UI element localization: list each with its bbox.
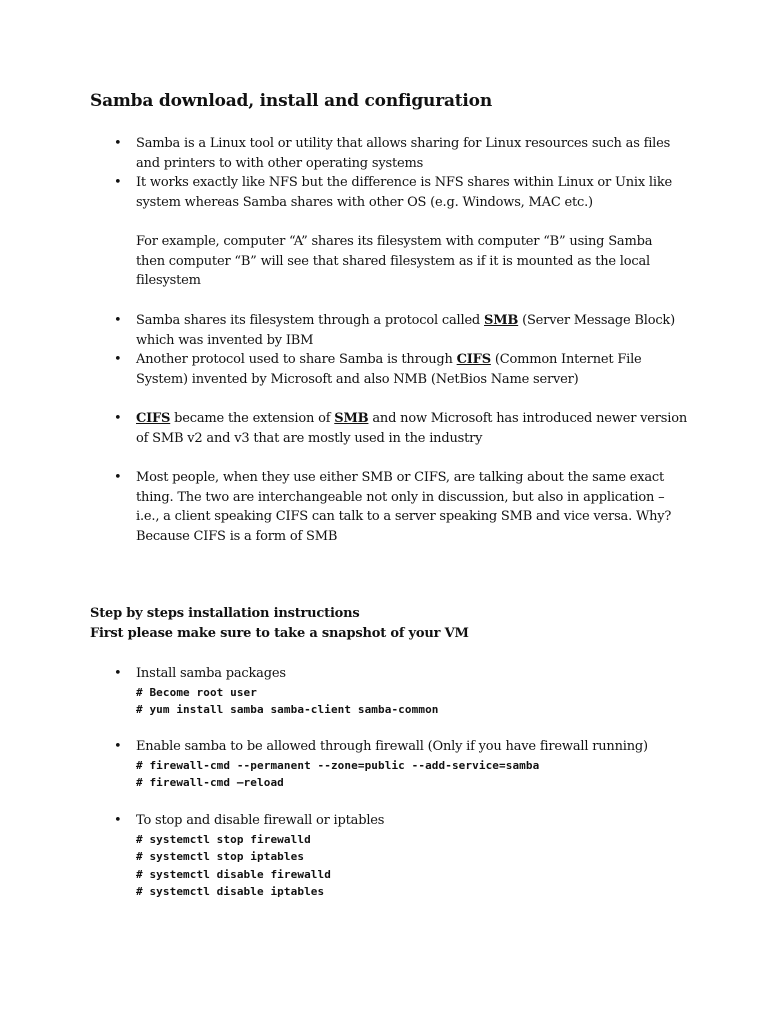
bullet-marker: •: [114, 739, 122, 754]
text-line: then computer “B” will see that shared filesystem as if it is mounted as the local: [136, 253, 650, 269]
bullet-marker: •: [114, 313, 122, 328]
text-line: Samba is a Linux tool or utility that allows sharing for Linux resources such as files: [136, 136, 671, 151]
text-line: which was invented by IBM: [136, 332, 314, 348]
bullet-samba-definition: [114, 134, 684, 173]
bullet-cifs-extension: [114, 409, 688, 448]
command-line: # systemctl disable firewalld: [136, 867, 331, 881]
text-line: system whereas Samba shares with other OS (e.g. Windows, MAC etc.): [136, 194, 593, 210]
text-line: Most people, when they use either SMB or CIFS, are talking about the same exact: [136, 470, 665, 485]
text-line: and printers to with other operating systems: [136, 155, 424, 171]
text-fragment: became the extension of: [170, 411, 335, 426]
step-disable-firewall: [114, 811, 684, 901]
text-fragment: Another protocol used to share Samba is through: [136, 352, 457, 367]
command-line: # firewall-cmd –reload: [136, 776, 284, 789]
bullet-nfs-comparison: [114, 173, 684, 212]
bullet-marker: •: [114, 666, 122, 681]
step-firewall-allow: [114, 737, 684, 792]
command-line: # systemctl stop firewalld: [136, 832, 311, 846]
text-fragment: (Server Message Block): [518, 313, 675, 328]
example-paragraph: [136, 232, 684, 291]
bullet-marker: •: [114, 136, 122, 151]
text-fragment: and now Microsoft has introduced newer version: [368, 411, 688, 426]
cifs-term: CIFS: [136, 411, 171, 426]
step-label: To stop and disable firewall or iptables: [136, 813, 385, 828]
step-install-packages: [114, 664, 684, 719]
smb-term: SMB: [484, 313, 519, 328]
text-line: filesystem: [136, 273, 201, 288]
text-line: System) invented by Microsoft and also NMB (NetBios Name server): [136, 371, 579, 387]
text-fragment: (Common Internet File: [490, 352, 642, 367]
text-line: i.e., a client speaking CIFS can talk to a server speaking SMB and vice versa. Why?: [136, 509, 672, 524]
bullet-marker: •: [114, 352, 122, 367]
text-line: [136, 350, 684, 370]
snapshot-heading: First please make sure to take a snapshot of your VM: [90, 626, 469, 641]
bullet-marker: •: [114, 411, 122, 426]
text-line: It works exactly like NFS but the difference is NFS shares within Linux or Unix like: [136, 175, 673, 190]
command-line: # systemctl disable iptables: [136, 885, 325, 898]
command-line: # yum install samba samba-client samba-common: [136, 703, 439, 716]
text-line: [136, 311, 684, 331]
text-line: thing. The two are interchangeable not only in discussion, but also in application –: [136, 489, 665, 505]
bullet-marker: •: [114, 175, 122, 190]
command-line: # systemctl stop iptables: [136, 850, 305, 863]
bullet-marker: •: [114, 813, 122, 828]
bullet-cifs-protocol: [114, 350, 684, 389]
command-line: # firewall-cmd --permanent --zone=public --add-service=samba: [136, 758, 540, 772]
text-line: of SMB v2 and v3 that are mostly used in the industry: [136, 430, 483, 446]
step-label: Install samba packages: [136, 666, 286, 681]
install-heading: Step by steps installation instructions: [90, 606, 360, 621]
text-fragment: Samba shares its filesystem through a protocol called: [136, 313, 484, 328]
bullet-marker: •: [114, 470, 122, 485]
step-label: Enable samba to be allowed through firewall (Only if you have firewall running): [136, 739, 648, 754]
text-line: [136, 409, 688, 429]
smb-term: SMB: [334, 411, 369, 426]
document-title: Samba download, install and configuration: [90, 91, 492, 111]
text-line: Because CIFS is a form of SMB: [136, 528, 338, 544]
bullet-smb-protocol: [114, 311, 684, 350]
command-line: # Become root user: [136, 685, 258, 699]
bullet-interchangeable: [114, 468, 684, 546]
text-line: For example, computer “A” shares its filesystem with computer “B” using Samba: [136, 234, 653, 249]
cifs-term: CIFS: [456, 352, 491, 367]
